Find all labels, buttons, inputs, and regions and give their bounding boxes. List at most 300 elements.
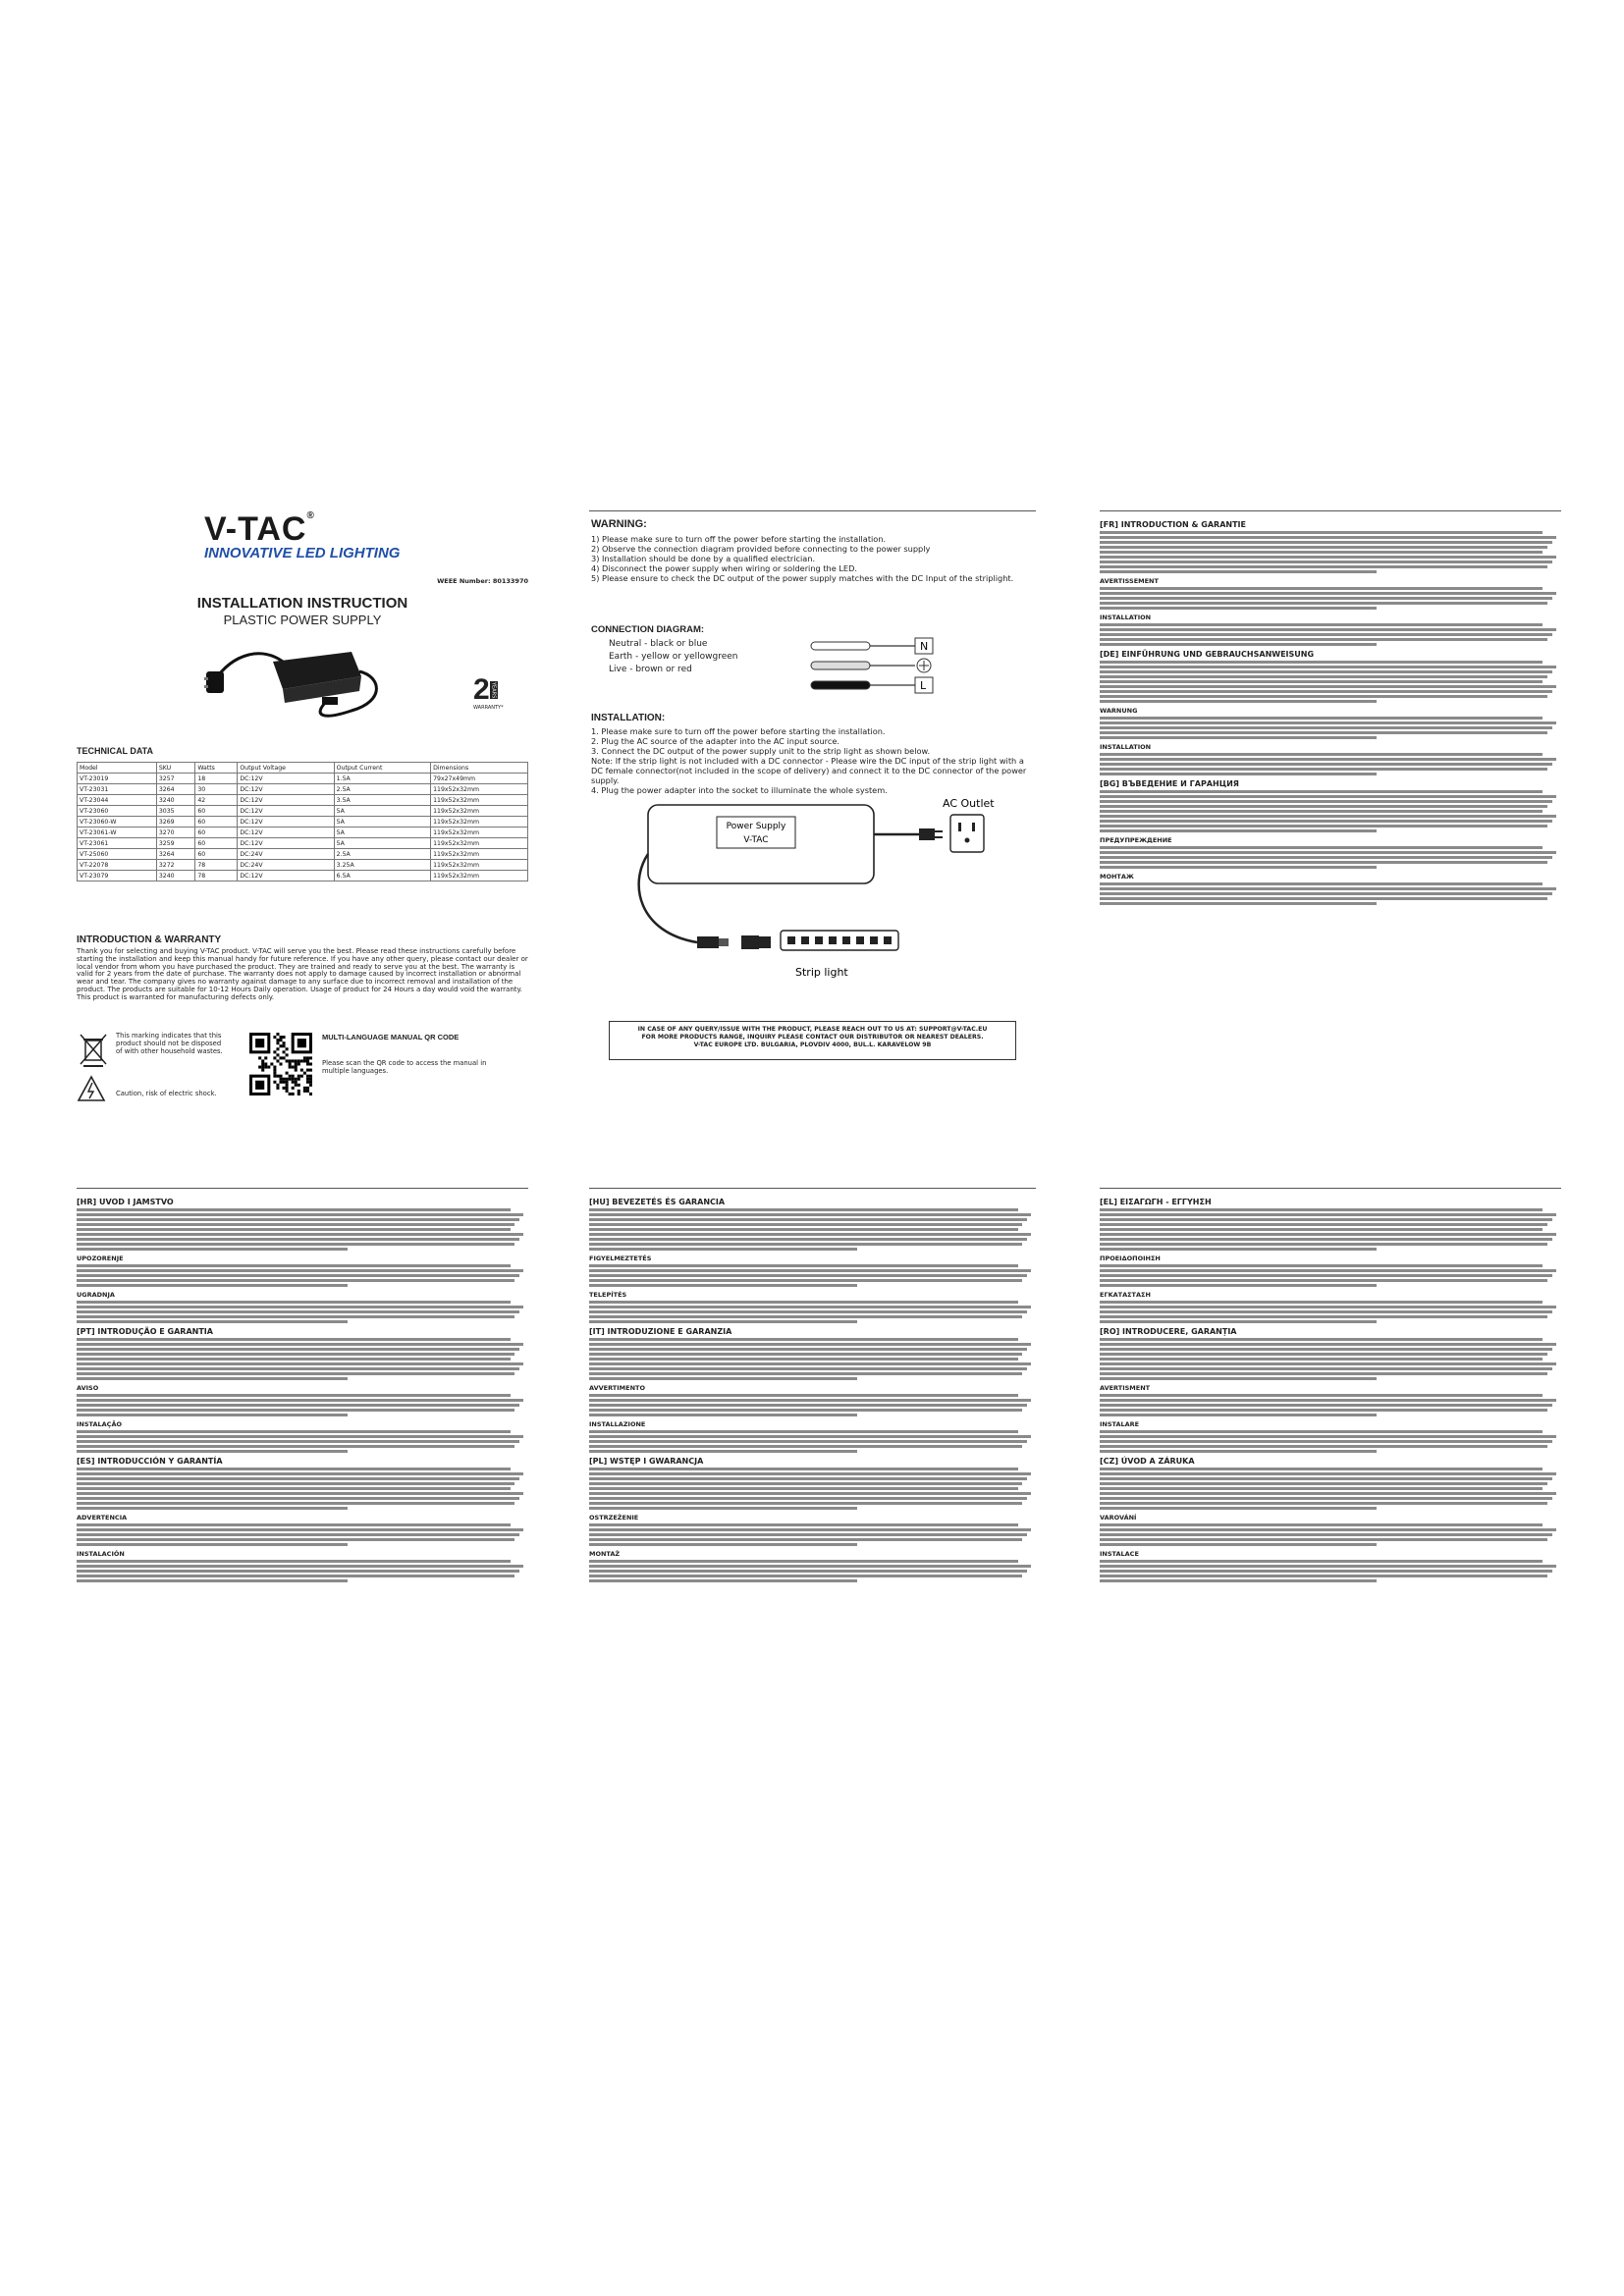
text-line	[1100, 638, 1547, 641]
text-line	[1100, 1208, 1543, 1211]
table-cell: 119x52x32mm	[431, 871, 528, 881]
table-cell: 119x52x32mm	[431, 849, 528, 860]
text-line	[589, 1213, 1031, 1216]
text-line	[1100, 565, 1547, 568]
text-line	[589, 1223, 1022, 1226]
language-subheading: ПРЕДУПРЕЖДЕНИЕ	[1100, 836, 1172, 844]
table-row	[78, 849, 528, 860]
text-line	[1100, 1528, 1556, 1531]
table-cell: 3264	[156, 849, 194, 860]
text-line	[1100, 810, 1543, 813]
text-line	[1100, 1450, 1377, 1453]
psu-label-2: V-TAC	[743, 835, 769, 845]
warranty-years-word: YEARS	[490, 681, 497, 699]
text-line	[589, 1279, 1022, 1282]
text-line	[589, 1238, 1027, 1241]
table-cell: 1.5A	[334, 774, 430, 784]
text-line	[589, 1269, 1031, 1272]
table-cell: VT-25060	[78, 849, 157, 860]
language-subheading: UGRADNJA	[77, 1291, 115, 1299]
connection-live: Live - brown or red	[609, 665, 692, 675]
text-line	[1100, 1399, 1556, 1402]
warning-item: 3) Installation should be done by a qualified electrician.	[591, 554, 816, 563]
text-line	[77, 1435, 523, 1438]
text-line	[589, 1284, 857, 1287]
text-line	[1100, 829, 1377, 832]
text-line	[1100, 1338, 1543, 1341]
page-top-rule	[589, 510, 1036, 511]
language-section-title: [HR] UVOD I JAMSTVO	[77, 1198, 174, 1206]
text-line	[1100, 1248, 1377, 1251]
text-line	[589, 1543, 857, 1546]
table-cell: 60	[195, 806, 238, 817]
text-line	[1100, 1507, 1377, 1510]
language-subheading: ADVERTENCIA	[77, 1514, 128, 1522]
table-header: Output Voltage	[238, 763, 334, 774]
text-line	[77, 1579, 348, 1582]
text-line	[589, 1440, 1027, 1443]
text-line	[1100, 790, 1543, 793]
page-instructions-en	[589, 510, 1036, 1148]
contact-box	[609, 1021, 1016, 1060]
warning-item: 1) Please make sure to turn off the power before starting the installation.	[591, 534, 887, 544]
text-line	[1100, 1228, 1543, 1231]
language-subheading: AVERTISMENT	[1100, 1384, 1151, 1392]
table-row	[78, 860, 528, 871]
text-line	[1100, 670, 1552, 673]
text-line	[589, 1306, 1031, 1308]
document-title: INSTALLATION INSTRUCTION	[196, 595, 408, 612]
text-line	[589, 1320, 857, 1323]
text-line	[589, 1228, 1018, 1231]
tech-data-label: TECHNICAL DATA	[77, 746, 153, 756]
text-line	[1100, 851, 1556, 854]
table-cell: 2.5A	[334, 784, 430, 795]
text-line	[77, 1306, 523, 1308]
text-line	[1100, 587, 1543, 590]
text-line	[589, 1348, 1027, 1351]
text-line	[77, 1472, 523, 1475]
language-subheading: MONTAŻ	[589, 1550, 621, 1558]
language-subheading: INSTALLAZIONE	[589, 1420, 646, 1428]
language-subheading: МОНТАЖ	[1100, 873, 1134, 881]
warning-item: 4) Disconnect the power supply when wiring or soldering the LED.	[591, 563, 857, 573]
table-cell: VT-23031	[78, 784, 157, 795]
text-line	[77, 1284, 348, 1287]
text-line	[1100, 1362, 1556, 1365]
text-line	[589, 1274, 1027, 1277]
text-line	[1100, 666, 1556, 668]
text-line	[77, 1315, 514, 1318]
document-subtitle: PLASTIC POWER SUPPLY	[223, 613, 382, 627]
warning-item: 5) Please ensure to check the DC output of the power supply matches with the DC Input of the striplight.	[591, 573, 1014, 583]
language-subheading: OSTRZEŻENIE	[589, 1514, 639, 1522]
installation-title: INSTALLATION:	[591, 713, 666, 723]
table-cell: 3.5A	[334, 795, 430, 806]
text-line	[1100, 551, 1543, 554]
installation-item: 3. Connect the DC output of the power supply unit to the strip light as shown below.	[591, 746, 931, 756]
text-line	[1100, 1414, 1377, 1416]
text-line	[1100, 1409, 1547, 1412]
text-line	[1100, 1343, 1556, 1346]
text-line	[77, 1279, 514, 1282]
language-section-title: [FR] INTRODUCTION & GARANTIE	[1100, 520, 1246, 529]
language-section-title: [EL] ΕΙΣΑΓΩΓΗ - ΕΓΓΥΗΣΗ	[1100, 1198, 1212, 1206]
text-line	[1100, 820, 1552, 823]
table-cell: DC:12V	[238, 828, 334, 838]
text-line	[77, 1570, 519, 1573]
text-line	[1100, 1472, 1556, 1475]
text-line	[1100, 856, 1552, 859]
language-subheading: AVISO	[77, 1384, 99, 1392]
text-line	[589, 1404, 1027, 1407]
text-line	[1100, 897, 1547, 900]
text-line	[77, 1353, 514, 1356]
text-line	[77, 1362, 523, 1365]
text-line	[1100, 1310, 1552, 1313]
intro-text: Thank you for selecting and buying V-TAC product. V-TAC will serve you the best. Please read these instructions carefully before starting the installation and keep this manual handy for future reference. If you have any other query, please contact our dealer or local vendor from whom you have purchased the product. They are trained and ready to serve you at the best. The warranty is valid for 2 years from the date of purchase. The warranty does not apply to damage caused by incorrect installation or abnormal wear and tear. The company gives no warranty against damage to any surface due to incorrect removal and installation of the product. The products are suitable for 10-12 Hours Daily operation. Usage of product for 24 Hours a day would void the warranty. This product is warranted for manufacturing defects only.	[77, 947, 528, 1001]
table-cell: DC:12V	[238, 871, 334, 881]
table-cell: DC:12V	[238, 784, 334, 795]
text-line	[1100, 721, 1556, 724]
text-line	[589, 1430, 1018, 1433]
text-line	[77, 1320, 348, 1323]
table-cell: 3.25A	[334, 860, 430, 871]
table-cell: 5A	[334, 806, 430, 817]
conn-letter-n: N	[920, 640, 929, 653]
table-cell: 3264	[156, 784, 194, 795]
table-cell: VT-23019	[78, 774, 157, 784]
text-line	[1100, 700, 1377, 703]
table-cell: DC:24V	[238, 849, 334, 860]
text-line	[77, 1223, 514, 1226]
table-cell: 6.5A	[334, 871, 430, 881]
table-cell: 3035	[156, 806, 194, 817]
text-line	[1100, 1533, 1552, 1536]
table-header: SKU	[156, 763, 194, 774]
table-cell: 78	[195, 860, 238, 871]
installation-item: 1. Please make sure to turn off the power before starting the installation.	[591, 726, 886, 736]
text-line	[1100, 1238, 1552, 1241]
language-subheading: INSTALAÇÃO	[77, 1420, 122, 1428]
table-cell: 119x52x32mm	[431, 860, 528, 871]
table-cell: VT-23060-W	[78, 817, 157, 828]
text-line	[1100, 1575, 1547, 1577]
text-line	[589, 1435, 1031, 1438]
text-line	[1100, 633, 1552, 636]
page-cover	[77, 510, 528, 1148]
text-line	[77, 1274, 519, 1277]
text-line	[77, 1367, 519, 1370]
text-line	[589, 1310, 1027, 1313]
text-line	[1100, 1320, 1377, 1323]
text-line	[589, 1487, 1018, 1490]
table-header: Model	[78, 763, 157, 774]
text-line	[589, 1575, 1022, 1577]
table-cell: VT-23061	[78, 838, 157, 849]
text-line	[589, 1243, 1022, 1246]
table-cell: 60	[195, 817, 238, 828]
text-line	[1100, 758, 1556, 761]
text-line	[77, 1372, 514, 1375]
language-subheading: VAROVÁNÍ	[1100, 1514, 1137, 1522]
text-line	[589, 1233, 1031, 1236]
table-cell: 60	[195, 838, 238, 849]
language-subheading: INSTALLATION	[1100, 614, 1152, 621]
text-line	[1100, 1306, 1556, 1308]
text-line	[77, 1264, 511, 1267]
caution-text: Caution, risk of electric shock.	[116, 1090, 217, 1097]
text-line	[1100, 1560, 1543, 1563]
table-cell: VT-23079	[78, 871, 157, 881]
ac-outlet-label: AC Outlet	[943, 797, 995, 810]
language-section-title: [HU] BEVEZETÉS ÉS GARANCIA	[589, 1198, 726, 1206]
table-cell: 3257	[156, 774, 194, 784]
text-line	[1100, 690, 1552, 693]
text-line	[77, 1243, 514, 1246]
language-subheading: UPOZORENJE	[77, 1255, 124, 1262]
text-line	[1100, 717, 1543, 720]
text-line	[589, 1477, 1027, 1480]
text-line	[1100, 1565, 1556, 1568]
text-line	[589, 1377, 857, 1380]
table-cell: 5A	[334, 817, 430, 828]
text-line	[589, 1472, 1031, 1475]
text-line	[1100, 1284, 1377, 1287]
text-line	[1100, 1213, 1556, 1216]
table-cell: 3240	[156, 795, 194, 806]
text-line	[589, 1450, 857, 1453]
text-line	[1100, 1487, 1543, 1490]
text-line	[589, 1565, 1031, 1568]
electric-shock-warning-icon	[77, 1075, 106, 1102]
text-line	[1100, 1372, 1547, 1375]
text-line	[1100, 882, 1543, 885]
text-line	[1100, 1430, 1543, 1433]
table-cell: 3269	[156, 817, 194, 828]
text-line	[1100, 1482, 1547, 1485]
text-line	[1100, 675, 1547, 678]
text-line	[1100, 1367, 1552, 1370]
text-line	[589, 1399, 1031, 1402]
text-line	[77, 1533, 519, 1536]
text-line	[1100, 1301, 1543, 1304]
text-line	[77, 1575, 514, 1577]
text-line	[1100, 866, 1377, 869]
text-line	[77, 1233, 523, 1236]
text-line	[1100, 736, 1377, 739]
language-section-title: [CZ] ÚVOD A ZÁRUKA	[1100, 1457, 1195, 1466]
installation-note: Note: If the strip light is not included with a DC connector - Please wire the DC input of the strip light with a DC female connector(not included in the scope of delivery) and connect it to the DC connector of the power supply.	[591, 756, 1027, 785]
table-cell: DC:12V	[238, 806, 334, 817]
table-cell: DC:12V	[238, 817, 334, 828]
text-line	[1100, 800, 1552, 803]
table-header: Watts	[195, 763, 238, 774]
strip-light-label: Strip light	[795, 966, 848, 979]
language-subheading: TELEPÍTÉS	[589, 1291, 627, 1299]
text-line	[77, 1218, 519, 1221]
text-line	[1100, 726, 1552, 729]
language-subheading: INSTALLATION	[1100, 743, 1152, 751]
text-line	[589, 1570, 1027, 1573]
table-cell: 60	[195, 849, 238, 860]
strip-light-icon	[781, 931, 898, 950]
text-line	[77, 1377, 348, 1380]
table-cell: 18	[195, 774, 238, 784]
text-line	[589, 1338, 1018, 1341]
text-line	[77, 1248, 348, 1251]
table-row	[78, 838, 528, 849]
language-subheading: ΠΡΟΕΙΔΟΠΟΙΗΣΗ	[1100, 1255, 1161, 1262]
text-line	[1100, 1468, 1543, 1470]
table-row	[78, 795, 528, 806]
table-cell: 5A	[334, 828, 430, 838]
text-line	[589, 1538, 1022, 1541]
text-line	[1100, 1477, 1552, 1480]
table-row	[78, 806, 528, 817]
text-line	[589, 1523, 1018, 1526]
table-cell: 119x52x32mm	[431, 795, 528, 806]
text-line	[1100, 815, 1556, 818]
brand-logo	[204, 510, 410, 565]
language-subheading: WARNUNG	[1100, 707, 1138, 715]
table-cell: 30	[195, 784, 238, 795]
text-line	[589, 1353, 1022, 1356]
text-line	[77, 1310, 519, 1313]
table-row	[78, 817, 528, 828]
text-line	[1100, 1274, 1552, 1277]
text-line	[589, 1394, 1018, 1397]
text-line	[1100, 685, 1556, 688]
text-line	[77, 1269, 523, 1272]
text-line	[1100, 1497, 1552, 1500]
text-line	[77, 1213, 523, 1216]
table-header: Dimensions	[431, 763, 528, 774]
text-line	[77, 1565, 523, 1568]
text-line	[1100, 763, 1552, 766]
table-cell: 5A	[334, 838, 430, 849]
text-line	[77, 1523, 511, 1526]
text-line	[77, 1502, 514, 1505]
table-header: Output Current	[334, 763, 430, 774]
installation-item: 2. Plug the AC source of the adapter into the AC input source.	[591, 736, 839, 746]
table-cell: DC:24V	[238, 860, 334, 871]
text-line	[1100, 536, 1556, 539]
connection-wires-illustration	[807, 636, 954, 701]
text-line	[1100, 1570, 1552, 1573]
text-line	[1100, 561, 1552, 563]
text-line	[1100, 1435, 1556, 1438]
table-cell: 119x52x32mm	[431, 784, 528, 795]
language-section-title: [BG] ВЪВЕДЕНИЕ И ГАРАНЦИЯ	[1100, 779, 1239, 788]
table-cell: 3272	[156, 860, 194, 871]
text-line	[77, 1450, 348, 1453]
weee-note: This marking indicates that this product should not be disposed of with other household wastes.	[116, 1032, 223, 1055]
language-subheading: FIGYELMEZTETÉS	[589, 1255, 652, 1262]
text-line	[1100, 1523, 1543, 1526]
table-cell: DC:12V	[238, 838, 334, 849]
table-cell: 42	[195, 795, 238, 806]
language-subheading: INSTALACE	[1100, 1550, 1139, 1558]
text-line	[1100, 1269, 1556, 1272]
brand-tagline: INNOVATIVE LED LIGHTING	[204, 545, 401, 561]
text-line	[1100, 541, 1552, 544]
table-cell: 2.5A	[334, 849, 430, 860]
text-line	[77, 1543, 348, 1546]
crossed-bin-icon	[77, 1031, 110, 1068]
text-line	[1100, 592, 1556, 595]
table-cell: 119x52x32mm	[431, 828, 528, 838]
text-line	[589, 1315, 1022, 1318]
text-line	[589, 1533, 1027, 1536]
text-line	[1100, 1492, 1556, 1495]
qr-code[interactable]	[249, 1033, 312, 1095]
conn-letter-l: L	[920, 679, 927, 692]
text-line	[1100, 1543, 1377, 1546]
text-line	[77, 1487, 511, 1490]
connection-list	[609, 638, 738, 676]
text-line	[1100, 602, 1547, 605]
installation-list	[591, 726, 1033, 795]
connection-neutral: Neutral - black or blue	[609, 639, 708, 649]
table-cell: VT-22078	[78, 860, 157, 871]
connection-earth: Earth - yellow or yellowgreen	[609, 652, 738, 663]
language-subheading: AVVERTIMENTO	[589, 1384, 645, 1392]
contact-line: IN CASE OF ANY QUERY/ISSUE WITH THE PRODUCT, PLEASE REACH OUT TO US AT: SUPPORT@V-TAC.EU	[637, 1026, 988, 1033]
text-line	[589, 1372, 1022, 1375]
language-section-title: [PT] INTRODUÇÃO E GARANTIA	[77, 1327, 213, 1336]
power-supply-image	[204, 632, 401, 725]
text-line	[77, 1560, 511, 1563]
language-section-title: [DE] EINFÜHRUNG UND GEBRAUCHSANWEISUNG	[1100, 650, 1315, 659]
installation-diagram	[609, 795, 1021, 991]
psu-label-1: Power Supply	[726, 822, 786, 831]
text-line	[589, 1218, 1027, 1221]
text-line	[589, 1507, 857, 1510]
table-cell: 79x27x49mm	[431, 774, 528, 784]
text-line	[77, 1358, 511, 1361]
weee-number: WEEE Number: 80133970	[437, 577, 528, 585]
text-line	[1100, 846, 1543, 849]
text-line	[77, 1477, 519, 1480]
text-line	[77, 1430, 511, 1433]
text-line	[77, 1528, 523, 1531]
language-section-title: [ES] INTRODUCCIÓN Y GARANTÍA	[77, 1457, 223, 1466]
text-line	[77, 1399, 523, 1402]
warning-title: WARNING:	[591, 518, 647, 530]
text-line	[589, 1358, 1018, 1361]
text-line	[589, 1208, 1018, 1211]
text-line	[77, 1440, 519, 1443]
language-subheading: ΕΓΚΑΤΑΣΤΑΣΗ	[1100, 1291, 1151, 1299]
table-cell: 119x52x32mm	[431, 838, 528, 849]
text-line	[1100, 1404, 1552, 1407]
contact-line: V-TAC EUROPE LTD. BULGARIA, PLOVDIV 4000, BUL.L. KARAVELOW 9B	[693, 1041, 932, 1048]
table-cell: DC:12V	[238, 774, 334, 784]
text-line	[1100, 1440, 1552, 1443]
table-cell: 119x52x32mm	[431, 817, 528, 828]
warranty-label: WARRANTY*	[473, 705, 504, 711]
text-line	[1100, 753, 1543, 756]
table-cell: 119x52x32mm	[431, 806, 528, 817]
multilang-title: MULTI-LANGUAGE MANUAL QR CODE	[322, 1033, 460, 1041]
connection-title: CONNECTION DIAGRAM:	[591, 624, 705, 635]
text-line	[1100, 661, 1543, 664]
table-cell: 3240	[156, 871, 194, 881]
text-line	[77, 1338, 511, 1341]
text-line	[1100, 887, 1556, 890]
warranty-years: 2	[473, 673, 490, 706]
